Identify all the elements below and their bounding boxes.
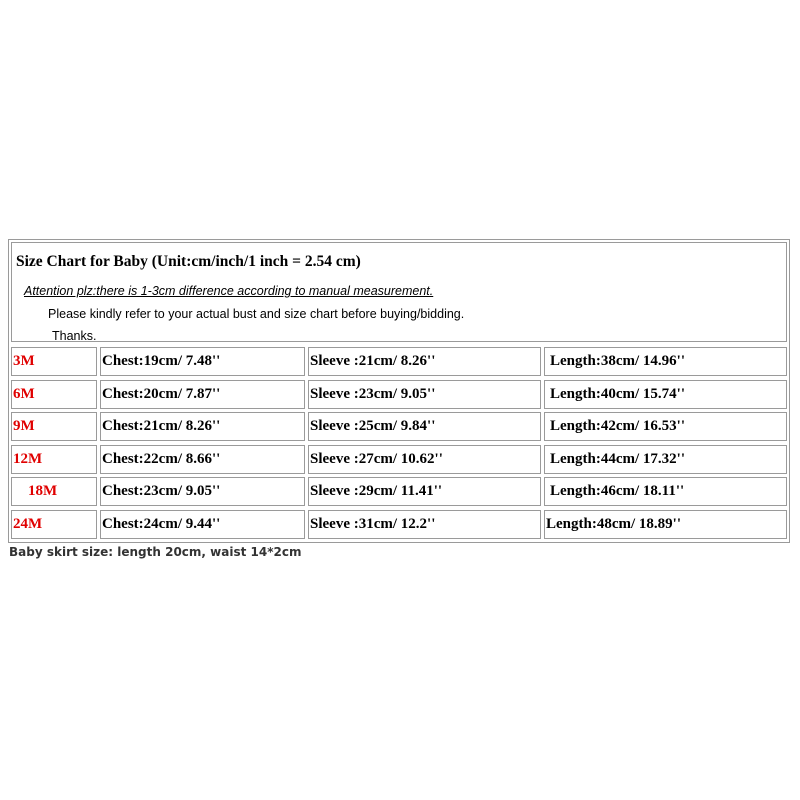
chest-cell: Chest:21cm/ 8.26'' [100, 412, 305, 441]
sleeve-cell: Sleeve :29cm/ 11.41'' [308, 477, 541, 506]
size-label-cell: 9M [11, 412, 97, 441]
sleeve-cell: Sleeve :31cm/ 12.2'' [308, 510, 541, 539]
chest-cell: Chest:22cm/ 8.66'' [100, 445, 305, 474]
chest-cell: Chest:24cm/ 9.44'' [100, 510, 305, 539]
table-row [11, 477, 787, 508]
length-cell: Length:40cm/ 15.74'' [544, 380, 787, 409]
size-label-cell: 12M [11, 445, 97, 474]
table-row [11, 412, 787, 443]
length-cell: Length:44cm/ 17.32'' [544, 445, 787, 474]
table-row [11, 510, 787, 541]
attention-note: Attention plz:there is 1-3cm difference according to manual measurement. [24, 284, 434, 298]
size-label-cell: 6M [11, 380, 97, 409]
table-row [11, 347, 787, 378]
size-rows [11, 347, 787, 543]
table-row [11, 445, 787, 476]
sleeve-cell: Sleeve :21cm/ 8.26'' [308, 347, 541, 376]
size-chart-title: Size Chart for Baby (Unit:cm/inch/1 inch = 2.54 cm) [16, 253, 361, 270]
size-chart-header [11, 242, 787, 342]
length-cell: Length:42cm/ 16.53'' [544, 412, 787, 441]
chest-cell: Chest:19cm/ 7.48'' [100, 347, 305, 376]
measurement-note: Please kindly refer to your actual bust and size chart before buying/bidding. [48, 307, 465, 321]
thanks-note: Thanks. [52, 329, 97, 343]
table-row [11, 380, 787, 411]
size-label-cell: 3M [11, 347, 97, 376]
sleeve-cell: Sleeve :23cm/ 9.05'' [308, 380, 541, 409]
chest-cell: Chest:23cm/ 9.05'' [100, 477, 305, 506]
chest-cell: Chest:20cm/ 7.87'' [100, 380, 305, 409]
size-label-cell: 18M [11, 477, 97, 506]
length-cell: Length:46cm/ 18.11'' [544, 477, 787, 506]
sleeve-cell: Sleeve :25cm/ 9.84'' [308, 412, 541, 441]
length-cell: Length:48cm/ 18.89'' [544, 510, 787, 539]
length-cell: Length:38cm/ 14.96'' [544, 347, 787, 376]
sleeve-cell: Sleeve :27cm/ 10.62'' [308, 445, 541, 474]
skirt-size-note: Baby skirt size: length 20cm, waist 14*2cm [9, 545, 302, 559]
size-label-cell: 24M [11, 510, 97, 539]
size-chart-table [8, 239, 790, 543]
